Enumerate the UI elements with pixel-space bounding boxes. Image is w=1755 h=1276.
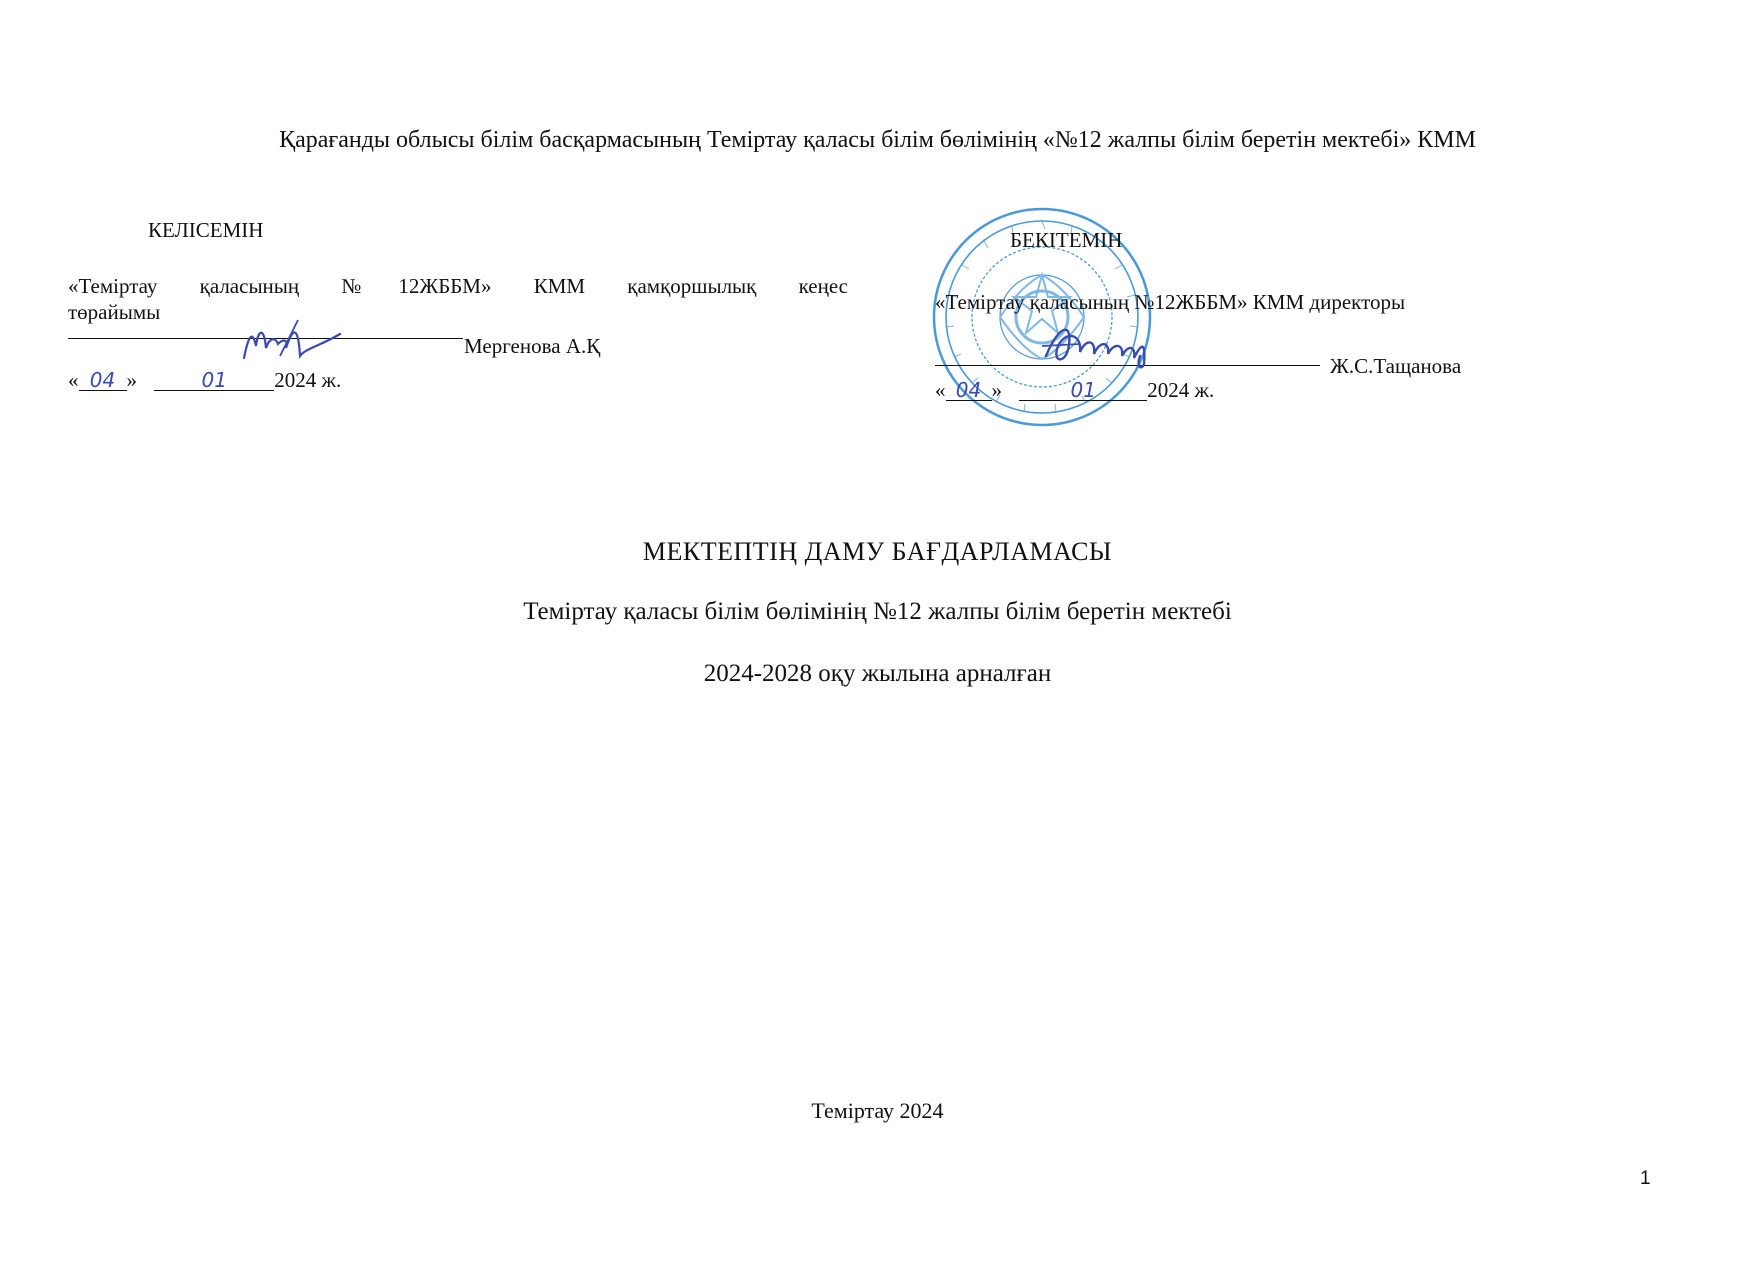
agreed-date-year: 2024 ж. [274,368,342,392]
agreed-title: КЕЛІСЕМІН [148,218,264,242]
approved-date [935,378,1214,403]
approved-description: «Теміртау қаласының №12ЖББМ» КММ директоры [935,290,1406,314]
agreed-signature-icon [240,318,360,364]
page-number: 1 [1640,1168,1651,1189]
date-quote-open: « [68,368,79,392]
place-and-year: Теміртау 2024 [811,1098,944,1123]
date-quote-open: « [935,378,946,402]
approved-date-day: 04 [955,378,982,402]
agreed-date [68,368,341,393]
agreed-date-day-field [79,368,127,391]
approved-title: БЕКІТЕМІН [1010,228,1123,252]
approved-date-year: 2024 ж. [1147,378,1215,402]
document-subtitle: Теміртау қаласы білім бөлімінің №12 жалпы білім беретін мектебі [523,598,1232,625]
agreed-date-month: 01 [201,368,227,392]
agreed-date-day: 04 [89,368,116,392]
approved-date-month-field [1019,378,1147,401]
document-title: МЕКТЕПТІҢ ДАМУ БАҒДАРЛАМАСЫ [642,537,1113,566]
agreed-date-month-field [154,368,274,391]
agreed-description-line2: төрайымы [68,300,161,324]
date-quote-close: » [126,368,137,392]
approved-date-day-field [946,378,992,401]
agreed-description-line1: «Теміртау қаласының №12ЖББМ» КММ қамқоршылық кеңес [68,274,848,298]
approved-signer-name: Ж.С.Тащанова [1330,354,1462,378]
agreed-signer-name: Мергенова А.Қ [464,334,601,358]
document-period: 2024-2028 оқу жылына арналған [703,660,1052,687]
organization-header: Қарағанды облысы білім басқармасының Теміртау қаласы білім бөлімінің «№12 жалпы білім беретін мектебі» КММ [279,127,1476,153]
date-quote-close: » [991,378,1002,402]
approved-signature-icon [1040,316,1170,372]
approved-date-month: 01 [1070,378,1096,402]
